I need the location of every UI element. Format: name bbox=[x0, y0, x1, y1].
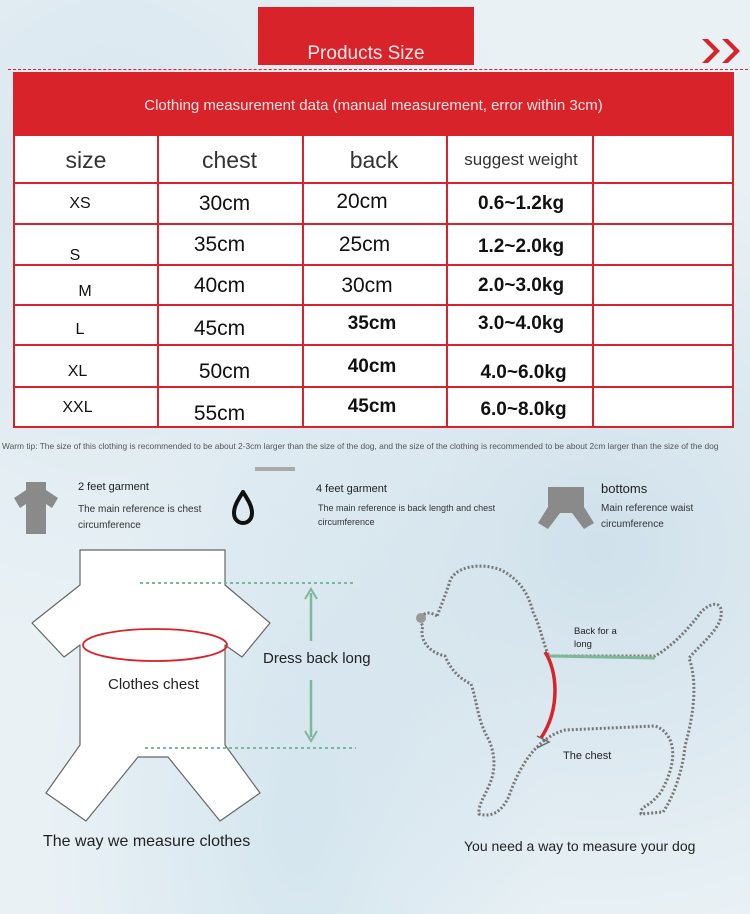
divider bbox=[255, 467, 295, 471]
measure-clothes-caption: The way we measure clothes bbox=[43, 833, 251, 850]
cell-size: S bbox=[69, 246, 81, 264]
dog-diagram bbox=[405, 560, 735, 829]
cell-size: XL bbox=[67, 362, 88, 380]
cell-chest: 30cm bbox=[198, 191, 251, 215]
the-chest-label: The chest bbox=[563, 750, 612, 762]
column-header-back: back bbox=[349, 146, 399, 173]
clothes-chest-label: Clothes chest bbox=[108, 676, 199, 693]
bottoms-title: bottoms bbox=[601, 481, 648, 496]
bottoms-icon bbox=[538, 485, 594, 535]
four-feet-title: 4 feet garment bbox=[316, 483, 387, 495]
drop-icon bbox=[230, 490, 256, 530]
cell-size: XXL bbox=[62, 398, 93, 416]
cell-back: 45cm bbox=[347, 395, 397, 417]
column-header-chest: chest bbox=[202, 146, 257, 173]
cell-weight: 0.6~1.2kg bbox=[477, 192, 565, 214]
two-feet-title: 2 feet garment bbox=[78, 481, 149, 493]
cell-chest: 55cm bbox=[193, 401, 246, 425]
cell-size: XS bbox=[69, 194, 91, 212]
cell-chest: 35cm bbox=[193, 232, 246, 256]
cell-back: 30cm bbox=[341, 273, 393, 297]
size-table bbox=[13, 72, 734, 428]
cell-weight: 3.0~4.0kg bbox=[477, 312, 565, 334]
back-for-a-long-label: Back for a long bbox=[574, 626, 617, 650]
cell-size: L bbox=[75, 320, 85, 338]
header-divider bbox=[8, 69, 748, 70]
column-header-size: size bbox=[65, 146, 107, 173]
cell-chest: 45cm bbox=[193, 316, 246, 340]
two-feet-garment-icon bbox=[12, 480, 60, 540]
page-title: Products Size bbox=[307, 43, 425, 64]
measure-dog-caption: You need a way to measure your dog bbox=[464, 838, 696, 854]
double-chevron-right-icon bbox=[700, 36, 746, 72]
cell-size: M bbox=[78, 282, 92, 300]
cell-back: 35cm bbox=[347, 312, 397, 334]
cell-chest: 40cm bbox=[193, 273, 246, 297]
warm-tip: Warm tip: The size of this clothing is recommended to be about 2-3cm larger than the size of the dog, and the size of the clothing is recommended to be about 2cm larger than the size of the dog bbox=[2, 441, 719, 451]
two-feet-desc: The main reference is chest circumference bbox=[78, 504, 202, 531]
cell-back: 20cm bbox=[336, 189, 388, 213]
cell-weight: 6.0~8.0kg bbox=[480, 398, 567, 420]
cell-weight: 2.0~3.0kg bbox=[477, 274, 565, 296]
cell-back: 40cm bbox=[347, 355, 397, 377]
cell-chest: 50cm bbox=[198, 359, 251, 383]
column-header-weight: suggest weight bbox=[464, 150, 578, 169]
cell-weight: 1.2~2.0kg bbox=[477, 235, 565, 257]
cell-weight: 4.0~6.0kg bbox=[480, 361, 567, 383]
title-banner bbox=[258, 7, 474, 65]
dress-back-long-label: Dress back long bbox=[263, 650, 371, 667]
table-caption: Clothing measurement data (manual measurement, error within 3cm) bbox=[15, 74, 732, 136]
bottoms-desc: Main reference waist circumference bbox=[601, 503, 694, 530]
four-feet-desc: The main reference is back length and chest circumference bbox=[318, 503, 496, 527]
cell-back: 25cm bbox=[338, 232, 391, 256]
